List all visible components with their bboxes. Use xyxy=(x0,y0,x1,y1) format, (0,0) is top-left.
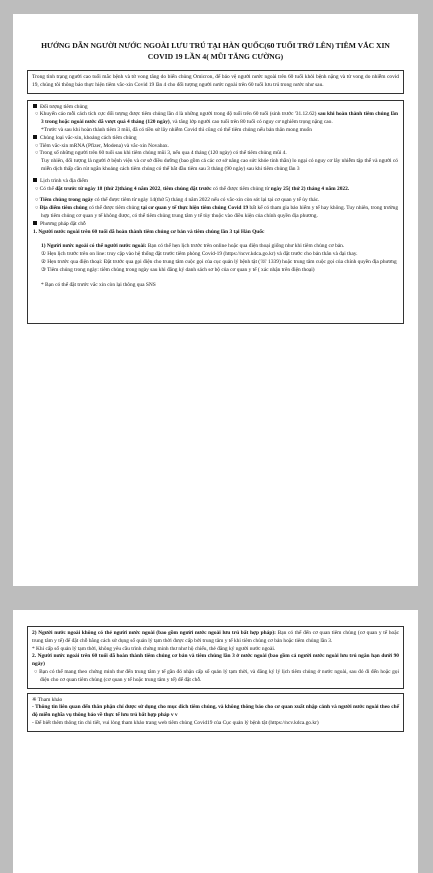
square-bullet-icon xyxy=(33,104,37,108)
bullet-item: ○ Địa điểm tiêm chủng có thể được tiêm chủng tại cơ quan y tế thực hiện tiêm chủng Covid 19 bất kể có tham gia bảo hiểm y tế hay không. Tuy nhiên, trong trường hợp tiêm chủng cơ quan y tế không được, có thể tiêm chủng trung tâm y tế tùy thuộc vào điều kiện của chính quyền địa phương. xyxy=(35,205,399,219)
square-bullet-icon xyxy=(33,221,37,225)
square-bullet-icon xyxy=(33,135,37,139)
circled-one-icon: ① xyxy=(41,251,46,258)
bullet-item: ○ Có thể đặt trước từ ngày 18 (thứ 2)tháng 4 năm 2022, tiêm chủng đặt trước có thể được tiêm chủng từ ngày 25( thứ 2) tháng 4 năm 2022. xyxy=(35,185,350,192)
booking-item-2: 2. Người nước ngoài trên 60 tuổi đã hoàn thành tiêm chủng cơ bản và tiêm chủng lần 3 ở nước ngoài (bao gồm cả người nước ngoài lưu trú ngắn hạn dưới 90 ngày) xyxy=(32,653,399,668)
document-page-2 xyxy=(13,610,418,873)
option-online: ① Hẹn lịch trước trên on line: truy cập vào hệ thống đặt trước tiêm phòng Covid-19 (https://ncvr.kdca.go.kr) và đặt trước cho bản thân và đại thay. xyxy=(41,251,358,258)
section-vaccine-type xyxy=(33,135,398,174)
sub-item: 2) Người nước ngoài không có thẻ người nước ngoài (bao gồm người nước ngoài lưu trú bất hợp pháp): Bạn có thể đến cơ quan tiêm chủng (cơ quan y tế hoặc trung tâm y tế) để đặt chỗ bằng cách sử dụng số quản lý tạm thời được cấp bởi trung tâm y tế khi tiêm chủng cơ bản hoặc tiêm chủng lần 3. xyxy=(32,630,399,644)
booking-item-1: 1. Người nước ngoài trên 60 tuổi đã hoàn thành tiêm chủng cơ bản và tiêm chủng lần 3 tại Hàn Quốc xyxy=(33,228,265,235)
section-heading: Lịch trình và địa điểm xyxy=(33,178,398,186)
circled-three-icon: ③ xyxy=(41,266,46,273)
bullet-item: ○ Khuyến cáo mỗi cách tích cực đối tượng được tiêm chủng lần 4 là những người trong độ tuổi trên 60 tuổi (sinh trước '31.12.62) sau khi hoàn thành tiêm chủng lần 3 trong hoặc ngoài nước đã vượt quá 4 tháng (120 ngày), và tăng lớp người cao tuổi trên 80 tuổi có nguy cơ nghiêm trọng nặng cao. xyxy=(35,111,398,126)
section-target xyxy=(33,104,398,135)
bullet-item: ○ Bạn có thể mang theo chứng minh thư đến trung tâm y tế gần đó nhận cấp số quản lý tạm thời, và đăng ký lý lịch tiêm chủng ở nước ngoài, sau đó đi đến hoặc gọi điện cho cơ quan tiêm chủng (cơ quan y tế hoặc trung tâm y tế) để đặt chỗ. xyxy=(34,668,399,683)
circled-two-icon: ② xyxy=(41,258,46,265)
note-text: * Khi cấp số quản lý tạm thời, không yêu cầu trình chứng minh thư như hộ chiếu, thẻ đăng ký người nước ngoài. xyxy=(32,645,276,652)
section-heading: Phương pháp đặt chỗ xyxy=(33,221,398,229)
section-booking xyxy=(33,221,398,320)
reference-heading: ※ Tham khảo xyxy=(32,696,63,703)
section-heading: Chủng loại vắc-xin, khoảng cách tiêm chủng xyxy=(33,135,398,143)
document-page-1 xyxy=(13,14,418,586)
bullet-item: ○ Tiêm vắc-xin mRNA (Pfizer, Modena) và vắc-xin Novabax. xyxy=(35,142,169,149)
option-phone: ② Hẹn trước qua điện thoại: Đặt trước qua gọi điện cho trung tâm cuộc gọi của cục quản lý bệnh tật (☏ 1339) hoặc trung tâm cuộc gọi của chính quyền địa phương xyxy=(41,258,397,265)
document-title: HƯỚNG DẪN NGƯỜI NƯỚC NGOÀI LƯU TRÚ TẠI HÀN QUỐC(60 TUỔI TRỞ LÊN) TIÊM VẮC XIN COVID 19 LẦN 4( MŨI TĂNG CƯỜNG) xyxy=(41,41,390,61)
option-same-day: ③ Tiêm chủng trong ngày: tiêm chủng trong ngày sau khi đăng ký danh sách sơ bộ của cơ quan y tế ( xác nhận trên điện thoại) xyxy=(41,266,315,273)
main-box xyxy=(27,100,404,325)
note-text: *Trước và sau khi hoàn thành tiêm 3 mũi, đã có tiền sử lây nhiễm Covid thì cũng có thể tiêm chủng nếu bản thân mong muốn xyxy=(41,126,312,133)
section-schedule xyxy=(33,178,398,221)
square-bullet-icon xyxy=(33,178,37,182)
section-heading: Đối tượng tiêm chủng xyxy=(33,104,398,112)
intro-text: Trong tình trạng người cao tuổi mắc bệnh và tử vong tăng do biến chủng Omicron, để bảo vệ người nước ngoài trên 60 tuổi khỏi bệnh nặng và tử vong do nhiễm covid 19, chúng tôi thông báo thực hiện tiêm vắc-xin Covid 19 lần 4 cho đối tượng người nước ngoài trên 60 tuổi lưu trú trong nước như sau. xyxy=(32,74,399,88)
paragraph: Tuy nhiên, đối tượng là người ở bệnh viện và cơ sở điều dưỡng (bao gồm cả các cơ sở nâng cao sức khỏe tinh thần) lo ngại có nguy cơ lây nhiễm tập thể và người có miễn dịch thấp cần rút ngắn khoảng cách tiêm chủng có thể bắt đầu tiêm sau 3 tháng (90 ngày) sau khi tiêm chủng lần 3 xyxy=(41,158,398,172)
intro-box xyxy=(27,70,404,94)
bullet-item: ○ Trong số những người trên 60 tuổi sau khi tiêm chủng mũi 3, nếu qua 4 tháng (120 ngày) có thể tiêm chủng mũi 4. xyxy=(35,150,287,157)
reference-box xyxy=(27,693,404,732)
sub-item: 1) Người nước ngoài có thể người nước ngoài: Bạn có thể hẹn lịch trước trên online hoặc qua điện thoại giống như khi tiêm chủng cơ bản. xyxy=(41,243,345,250)
continuation-box xyxy=(27,626,404,689)
reference-item: - Để biết thêm thông tin chi tiết, vui lòng tham khảo trang web tiêm chủng Covid19 của Cục quản lý bệnh tật (https://ncv.kdca.go.kr) xyxy=(32,719,319,726)
reference-item: - Thông tin liên quan đến thân phận chỉ được sử dụng cho mục đích tiêm chủng, và không thông báo cho cơ quan xuất nhập cảnh và người nước ngoài theo chế độ miễn nghĩa vụ thông báo về thực tế lưu trú bất hợp pháp v v xyxy=(32,704,399,719)
note-text: * Bạn có thể đặt trước vắc xin còn lại thông qua SNS xyxy=(41,281,156,288)
bullet-item: ○ Tiêm chủng trong ngày có thể được tiêm từ ngày 14(thứ 5) tháng 4 năm 2022 nếu có vắc-xin còn sót lại tại cơ quan y tế ủy thác. xyxy=(35,197,320,204)
